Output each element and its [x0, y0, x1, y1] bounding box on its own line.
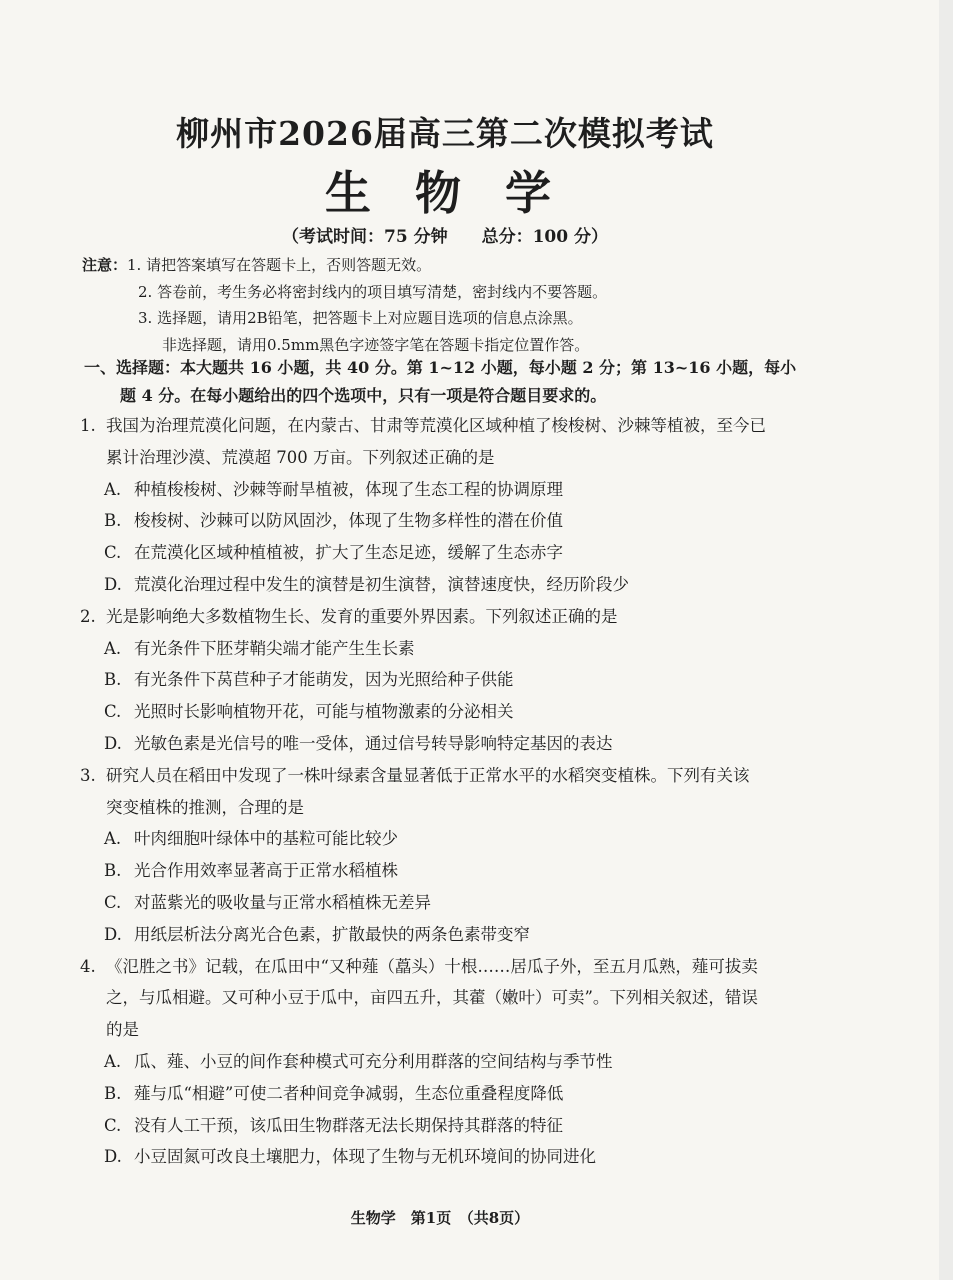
option-text: 有光条件下莴苣种子才能萌发，因为光照给种子供能 [134, 670, 514, 690]
option-a [80, 823, 840, 855]
option-text: 在荒漠化区域种植植被，扩大了生态足迹，缓解了生态赤字 [134, 543, 563, 563]
question-stem-line [80, 951, 840, 983]
option-letter: B. [104, 511, 122, 531]
question-number: 1. [80, 416, 96, 435]
option-b [80, 855, 840, 887]
question-stem-line: 累计治理沙漠、荒漠超 700 万亩。下列叙述正确的是 [106, 447, 495, 467]
option-letter: D. [104, 733, 122, 753]
option-letter: B. [104, 861, 122, 881]
question-number: 2. [80, 606, 96, 626]
notes-block [82, 252, 607, 358]
option-text: 用纸层析法分离光合色素，扩散最快的两条色素带变窄 [134, 924, 530, 944]
note-item: 2. 答卷前，考生务必将密封线内的项目填写清楚，密封线内不要答题。 [138, 282, 608, 301]
question-4 [80, 951, 840, 1174]
notes-label: 注意： [82, 256, 128, 274]
option-letter: B. [104, 670, 122, 690]
option-text: 薤与瓜“相避”可使二者种间竞争减弱，生态位重叠程度降低 [134, 1083, 564, 1103]
option-text: 对蓝紫光的吸收量与正常水稻植株无差异 [134, 892, 431, 912]
question-number: 4. [80, 956, 96, 976]
option-a [80, 474, 840, 506]
section-line: 题 4 分。在每小题给出的四个选项中，只有一项是符合题目要求的。 [120, 386, 607, 405]
option-text: 小豆固氮可改良土壤肥力，体现了生物与无机环境间的协同进化 [134, 1147, 596, 1167]
option-letter: A. [104, 829, 122, 849]
option-text: 瓜、薤、小豆的间作套种模式可充分利用群落的空间结构与季节性 [134, 1051, 613, 1071]
question-stem-line [80, 760, 840, 792]
option-letter: D. [104, 574, 122, 594]
option-letter: C. [104, 1115, 122, 1135]
option-text: 没有人工干预，该瓜田生物群落无法长期保持其群落的特征 [134, 1115, 563, 1135]
question-2 [80, 601, 840, 760]
question-list [80, 410, 840, 1173]
option-c [80, 537, 840, 569]
option-text: 光照时长影响植物开花，可能与植物激素的分泌相关 [134, 702, 514, 722]
option-text: 光敏色素是光信号的唯一受体，通过信号转导影响特定基因的表达 [134, 733, 613, 753]
option-letter: C. [104, 543, 122, 563]
question-stem: 《氾胜之书》记载，在瓜田中“又种薤（藠头）十根……居瓜子外，至五月瓜熟，薤可拔卖 [106, 956, 758, 976]
option-b [80, 1078, 840, 1110]
option-d [80, 919, 840, 951]
option-letter: A. [104, 479, 122, 499]
question-stem-line [80, 410, 840, 442]
option-letter: C. [104, 702, 122, 722]
exam-title: 柳州市2026届高三第二次模拟考试 [176, 114, 714, 153]
option-letter: B. [104, 1083, 122, 1103]
option-d [80, 569, 840, 601]
note-item: 1. 请把答案填写在答题卡上，否则答题无效。 [127, 256, 432, 274]
question-stem: 研究人员在稻田中发现了一株叶绿素含量显著低于正常水平的水稻突变植株。下列有关该 [106, 765, 750, 785]
option-c [80, 1110, 840, 1142]
option-letter: D. [104, 1147, 122, 1167]
option-text: 种植梭梭树、沙棘等耐旱植被，体现了生态工程的协调原理 [134, 479, 563, 499]
question-stem-line: 之，与瓜相避。又可种小豆于瓜中，亩四五升，其藿（嫩叶）可卖”。下列相关叙述，错误 [106, 988, 758, 1008]
question-3 [80, 760, 840, 951]
question-stem: 光是影响绝大多数植物生长、发育的重要外界因素。下列叙述正确的是 [106, 606, 618, 626]
option-b [80, 505, 840, 537]
option-a [80, 1046, 840, 1078]
option-letter: A. [104, 1051, 122, 1071]
note-item: 非选择题，请用0.5mm黑色字迹签字笔在答题卡指定位置作答。 [162, 335, 590, 354]
option-d [80, 728, 840, 760]
note-line [82, 252, 607, 279]
option-letter: A. [104, 638, 122, 658]
question-stem-line: 突变植株的推测，合理的是 [106, 797, 304, 817]
option-text: 有光条件下胚芽鞘尖端才能产生生长素 [134, 638, 415, 658]
question-stem: 我国为治理荒漠化问题，在内蒙古、甘肃等荒漠化区域种植了梭梭树、沙棘等植被，至今已 [106, 416, 766, 435]
question-stem-line: 的是 [106, 1020, 139, 1040]
question-number: 3. [80, 765, 96, 785]
option-letter: C. [104, 892, 122, 912]
option-text: 荒漠化治理过程中发生的演替是初生演替，演替速度快，经历阶段少 [134, 574, 629, 594]
exam-info: （考试时间：75 分钟 总分：100 分） [282, 227, 608, 247]
option-b [80, 664, 840, 696]
section-line: 一、选择题：本大题共 16 小题，共 40 分。第 1~12 小题，每小题 2 分；第 13~16 小题，每小 [84, 358, 797, 377]
section-heading [84, 354, 824, 410]
page-edge-shadow [939, 0, 953, 1280]
question-1 [80, 410, 840, 601]
option-c [80, 887, 840, 919]
option-text: 梭梭树、沙棘可以防风固沙，体现了生物多样性的潜在价值 [134, 511, 563, 531]
note-item: 3. 选择题，请用2B铅笔，把答题卡上对应题目选项的信息点涂黑。 [138, 309, 583, 327]
page-footer: 生物学 第1页 （共8页） [350, 1209, 530, 1227]
option-a [80, 633, 840, 665]
question-stem-line [80, 601, 840, 633]
option-letter: D. [104, 924, 122, 944]
option-d [80, 1141, 840, 1173]
option-c [80, 696, 840, 728]
option-text: 叶肉细胞叶绿体中的基粒可能比较少 [134, 829, 398, 849]
option-text: 光合作用效率显著高于正常水稻植株 [134, 861, 398, 881]
subject-title: 生 物 学 [324, 166, 566, 220]
